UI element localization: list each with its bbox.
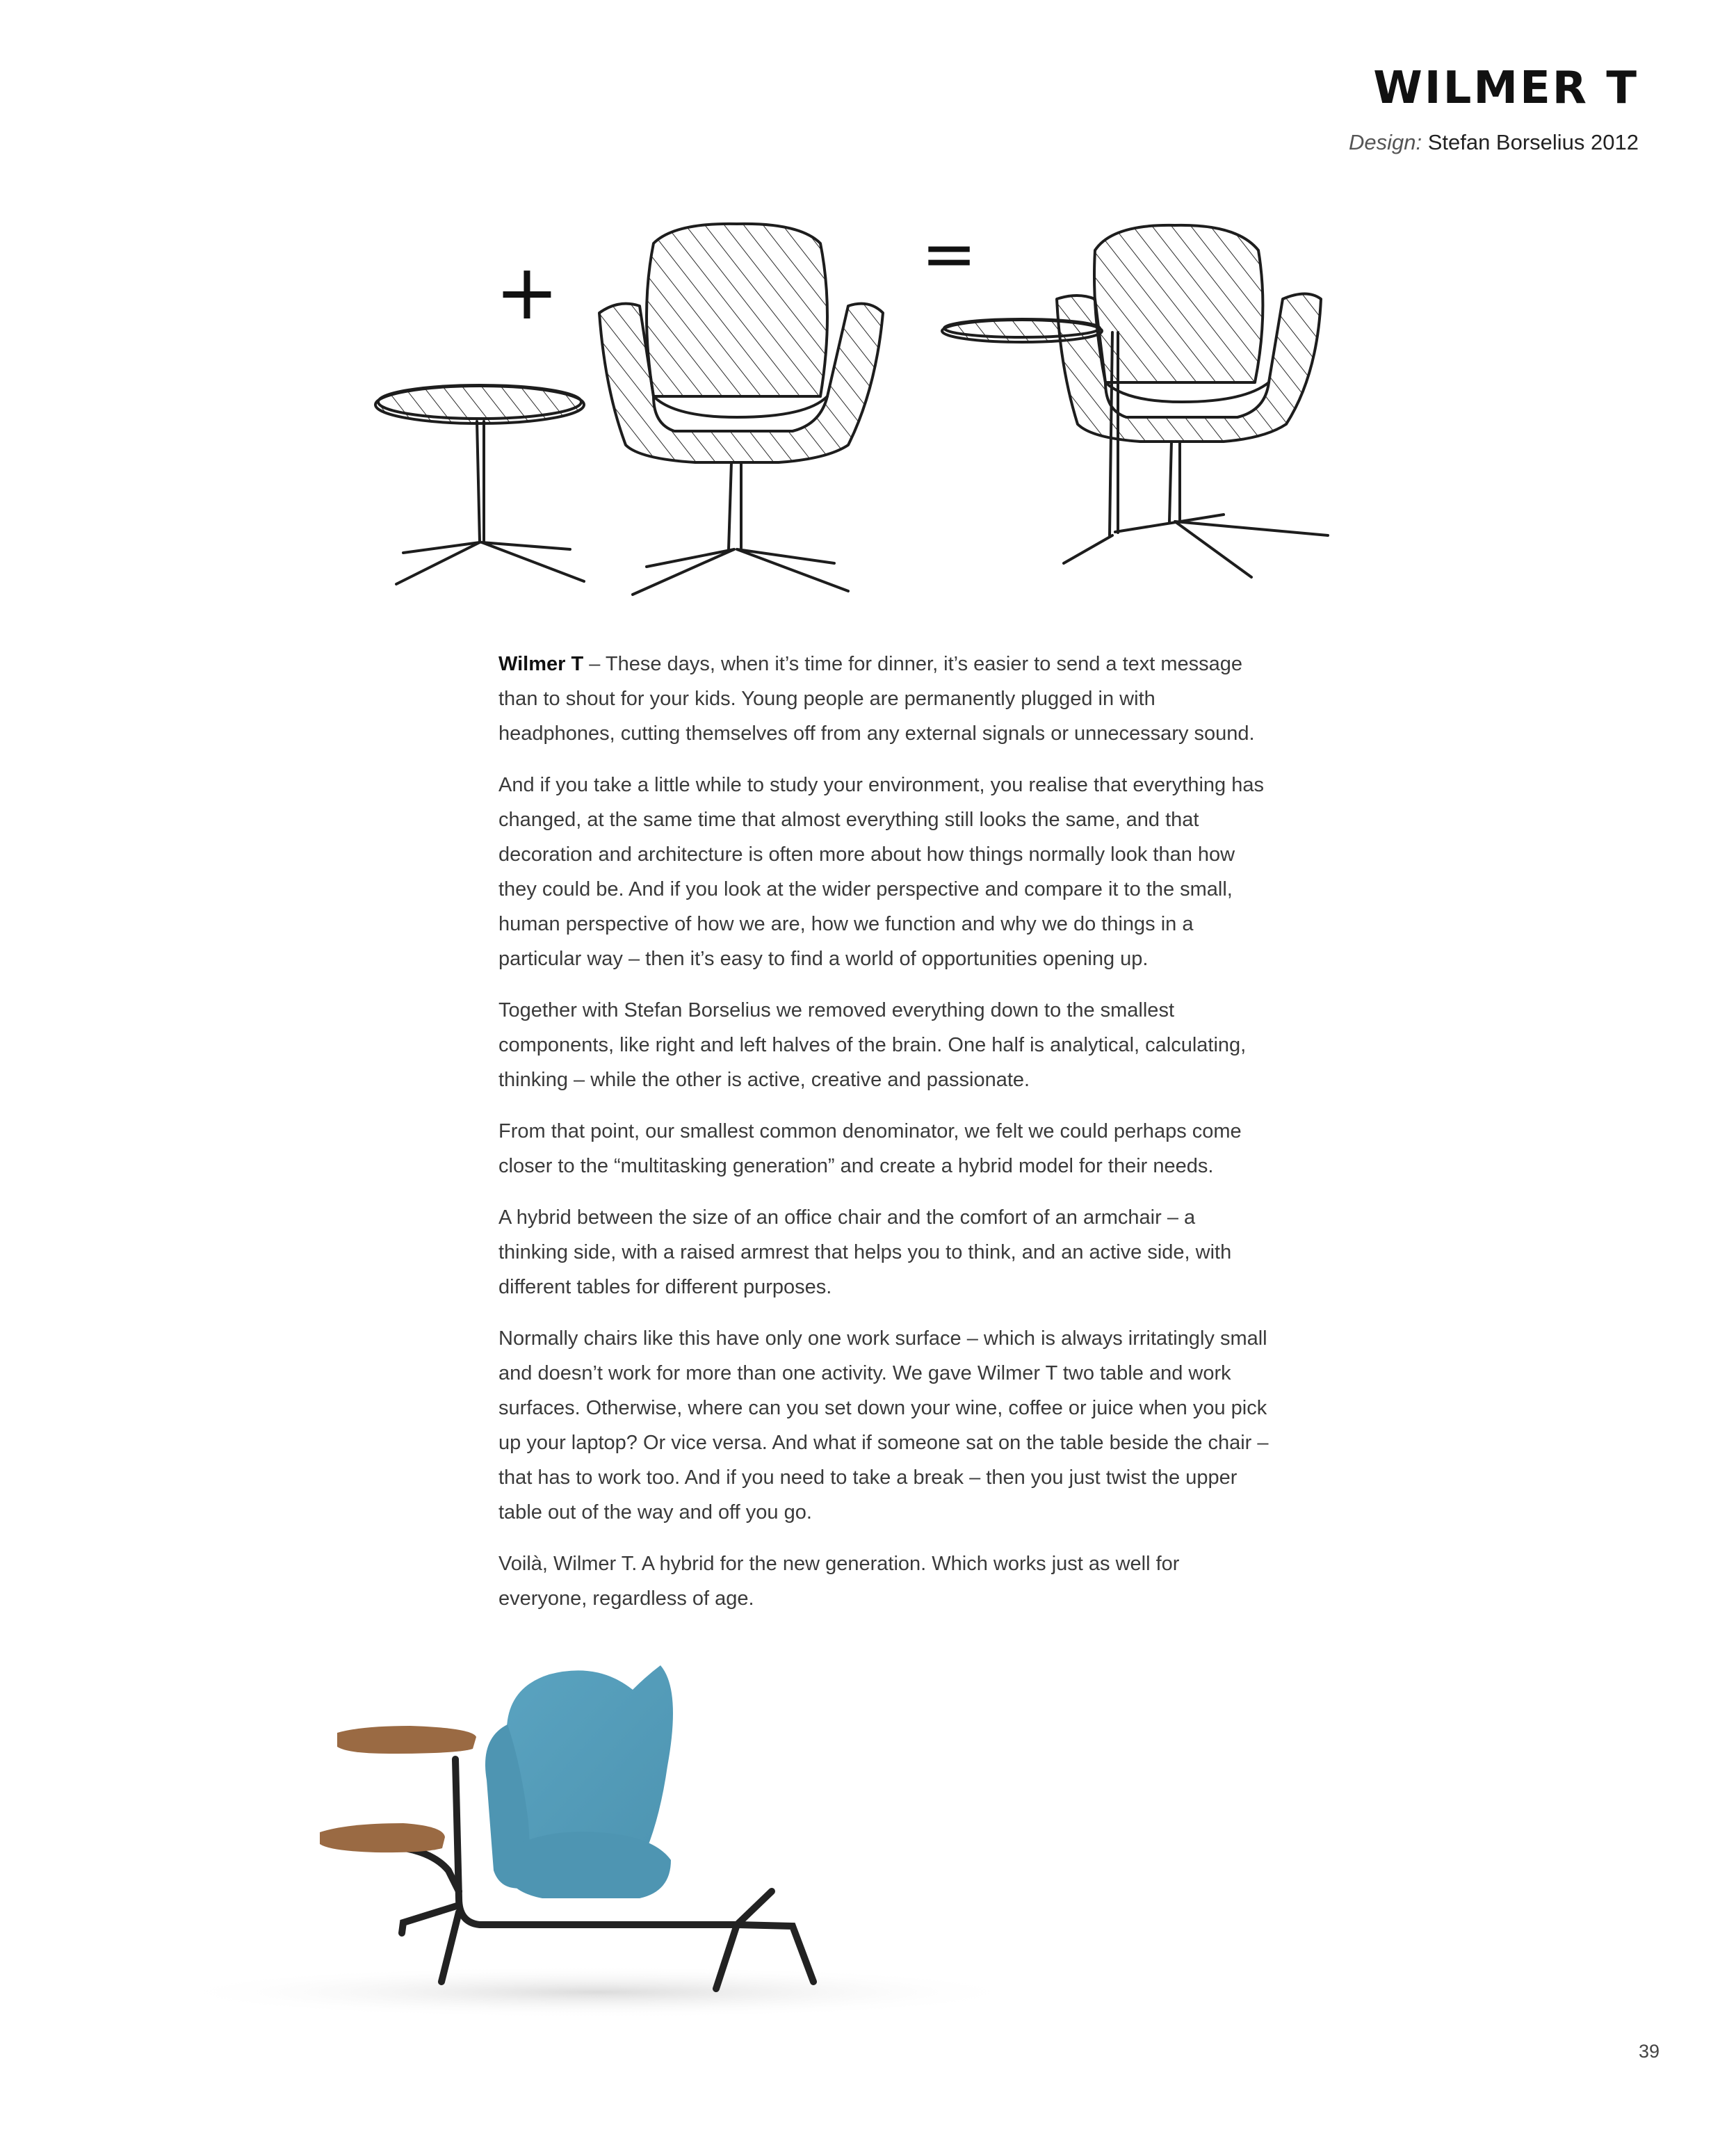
frame-leg-back-left: [402, 1905, 459, 1933]
chair-sketch: [599, 224, 883, 595]
design-credit: [1349, 130, 1639, 155]
article-paragraph-7: Voilà, Wilmer T. A hybrid for the new generation. Which works just as well for everyone, regardless of age.: [498, 1553, 1180, 1610]
paragraph-1-text: – These days, when it’s time for dinner, it’s easier to send a text message than to shout for your kids. Young people are permanently plugged in with headphones, cutting themselves off from any external signals or unnecessary sound.: [498, 653, 1255, 745]
floor-shadow: [181, 1966, 1029, 2019]
article-paragraph-3: Together with Stefan Borselius we removed everything down to the smallest components, like right and left halves of the brain. One half is analytical, calculating, thinking – while the other is active, creative and passionate.: [498, 999, 1247, 1091]
concept-sketch: [348, 216, 1363, 619]
lower-table-top: [320, 1823, 445, 1852]
article-paragraph-5: A hybrid between the size of an office chair and the comfort of an armchair – a thinking side, with a raised armrest that helps you to think, and an active side, with different tables for different purposes.: [498, 1206, 1232, 1298]
side-table-sketch: [375, 385, 584, 584]
plus-sign: [495, 248, 559, 337]
article-paragraph-1: [498, 647, 1270, 751]
frame-lower-arm: [389, 1846, 459, 1891]
wilmer-t-sketch: [942, 225, 1328, 577]
upholstered-shell: [485, 1665, 673, 1898]
plus-glyph: +: [494, 248, 560, 337]
frame-leg-back-right: [737, 1891, 772, 1925]
article-paragraph-4: From that point, our smallest common denominator, we felt we could perhaps come closer to the “multitasking generation” and create a hybrid model for their needs.: [498, 1120, 1242, 1177]
design-label: Design:: [1348, 130, 1422, 154]
page-header: [1348, 63, 1639, 155]
equals-glyph: =: [921, 216, 977, 293]
article-paragraph-6: Normally chairs like this have only one work surface – which is always irritatingly small and doesn’t work for more than one activity. We gave Wilmer T two table and work surfaces. Otherwise, where can you set down your wine, coffee or juice when you pick up your laptop? Or vice versa. And what if someone sat on the table beside the chair – that has to work too. And if you need to take a break – then you just twist the upper table out of the way and off you go.: [498, 1327, 1269, 1523]
chair-shell-back: [507, 1665, 673, 1850]
upper-table-top: [337, 1726, 476, 1754]
designer-name: Stefan Borselius 2012: [1427, 130, 1639, 154]
equals-sign: [921, 216, 977, 293]
product-title: WILMER T: [1373, 63, 1639, 114]
article-paragraph-2: And if you take a little while to study your environment, you realise that everything has changed, at the same time that almost everything still looks the same, and that decoration and architecture is often more about how things normally look than how they could be. And if you look at the wider perspective and compare it to the small, human perspective of how we are, how we function and why we do things in a particular way – then it’s easy to find a world of opportunities opening up.: [498, 774, 1264, 970]
article-body: [498, 647, 1270, 1633]
product-photo: [181, 1662, 1085, 2023]
article-lead: Wilmer T: [498, 653, 584, 675]
page-number: 39: [1638, 2041, 1660, 2062]
